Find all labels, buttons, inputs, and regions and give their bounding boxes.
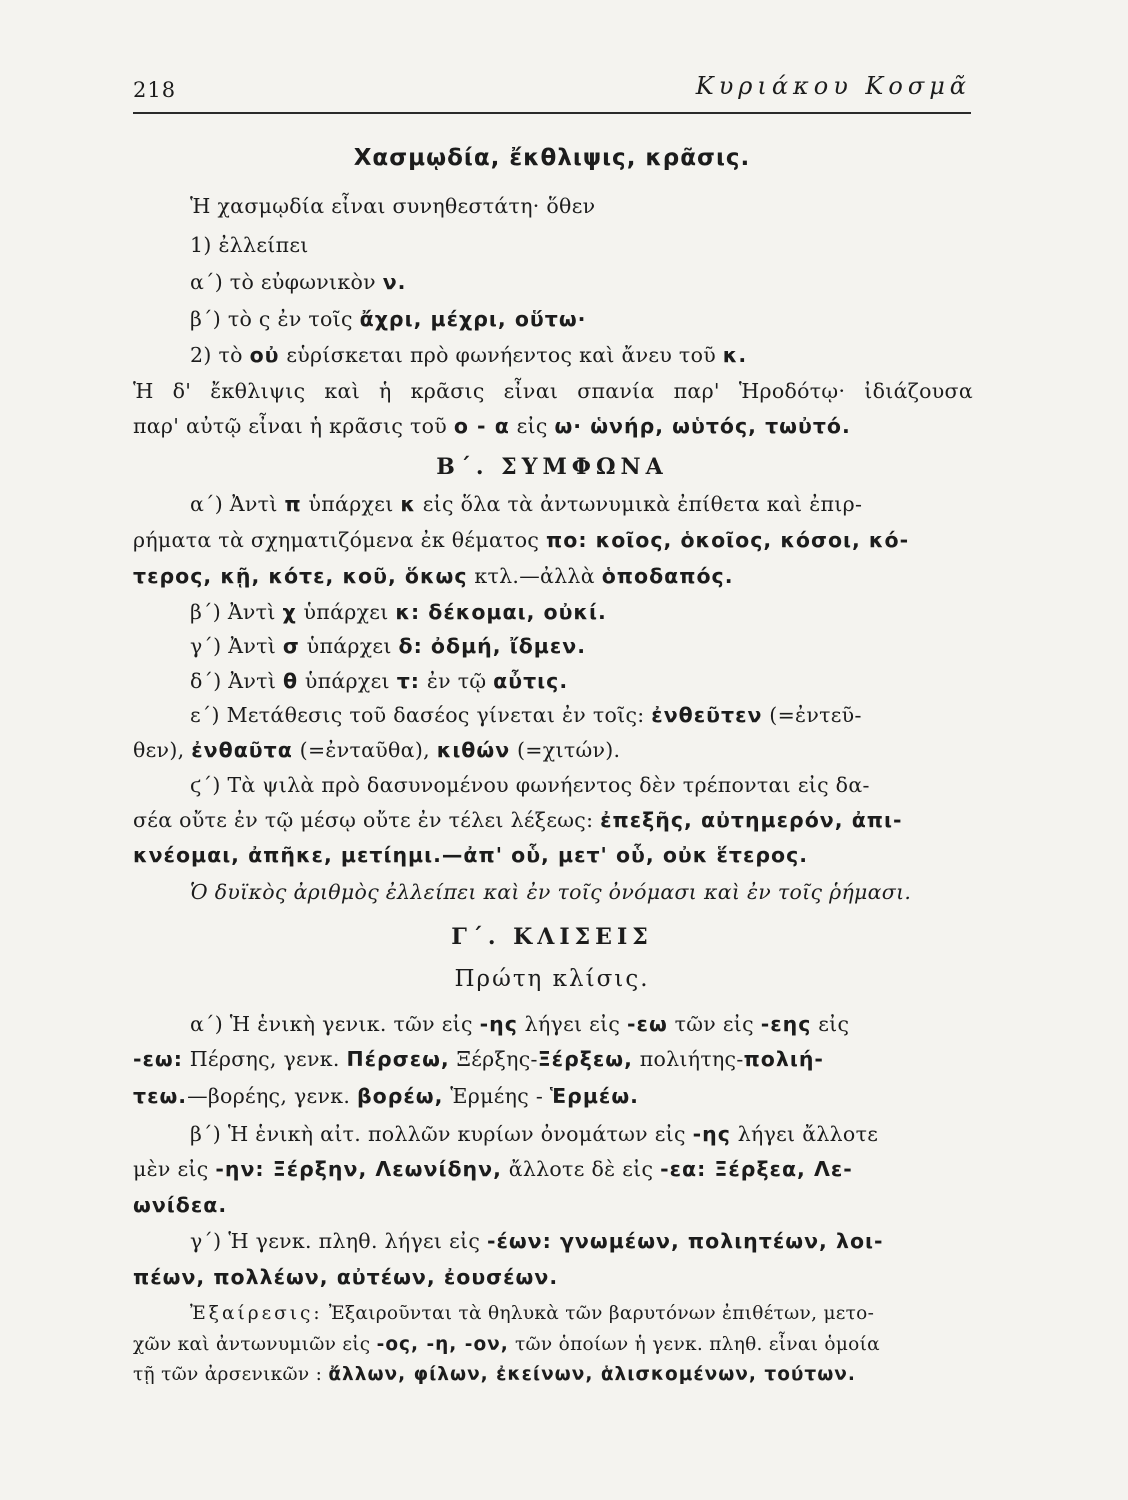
note-line: χῶν καὶ ἀντωνυμιῶν εἰς -ος, -η, -ον, τῶν ὁποίων ἡ γενκ. πληθ. εἶναι ὁμοία bbox=[133, 1334, 880, 1355]
text-line: ωνίδεα. bbox=[133, 1193, 228, 1217]
text-line: ε΄) Μετάθεσις τοῦ δασέος γίνεται ἐν τοῖς: ἐνθεῦτεν (=ἐντεῦ- bbox=[190, 703, 862, 727]
text-line: β΄) Ἀντὶ χ ὑπάρχει κ: δέκομαι, οὐκί. bbox=[190, 600, 607, 624]
text-line: α΄) τὸ εὐφωνικὸν ν. bbox=[190, 270, 407, 294]
text-line: 1) ἐλλείπει bbox=[190, 233, 309, 257]
text-line: Ὁ δυϊκὸς ἀριθμὸς ἐλλείπει καὶ ἐν τοῖς ὀνόμασι καὶ ἐν τοῖς ῥήμασι. bbox=[190, 880, 912, 904]
text-line: πέων, πολλέων, αὐτέων, ἐουσέων. bbox=[133, 1265, 559, 1289]
text-line: θεν), ἐνθαῦτα (=ἐνταῦθα), κιθών (=χιτών). bbox=[133, 738, 621, 762]
section-title-consonants: Β΄. ΣΥΜΦΩΝΑ bbox=[436, 454, 668, 480]
text-line: β΄) Ἡ ἑνικὴ αἰτ. πολλῶν κυρίων ὀνομάτων εἰς -ης λήγει ἄλλοτε bbox=[190, 1122, 879, 1146]
text-line: κνέομαι, ἀπῆκε, μετίημι.—ἀπ' οὗ, μετ' οὗ, οὐκ ἕτερος. bbox=[133, 843, 809, 867]
text-line: 2) τὸ οὐ εὑρίσκεται πρὸ φωνήεντος καὶ ἄνευ τοῦ κ. bbox=[190, 343, 748, 367]
text-line: παρ' αὐτῷ εἶναι ἡ κρᾶσις τοῦ ο - α εἰς ω· ὡνήρ, ωὑτός, τωὐτό. bbox=[133, 414, 851, 438]
running-head: Κυριάκου Κοσμᾶ bbox=[695, 72, 971, 100]
text-line: ϛ΄) Τὰ ψιλὰ πρὸ δασυνομένου φωνήεντος δὲν τρέπονται εἰς δα- bbox=[190, 773, 870, 797]
text-line: -εω: Πέρσης, γενκ. Πέρσεω, Ξέρξης-Ξέρξεω, πολιήτης-πολιή- bbox=[133, 1047, 824, 1071]
text-line: β΄) τὸ ς ἐν τοῖς ἄχρι, μέχρι, οὕτω· bbox=[190, 307, 587, 331]
page-number: 218 bbox=[133, 78, 177, 102]
note-line: Ἐξαίρεσις: Ἐξαιροῦνται τὰ θηλυκὰ τῶν βαρυτόνων ἐπιθέτων, μετο- bbox=[190, 1303, 875, 1324]
text-line: δ΄) Ἀντὶ θ ὑπάρχει τ: ἐν τῷ αὖτις. bbox=[190, 669, 569, 693]
text-line: γ΄) Ἀντὶ σ ὑπάρχει δ: ὀδμή, ἴδμεν. bbox=[190, 634, 587, 658]
text-line: μὲν εἰς -ην: Ξέρξην, Λεωνίδην, ἄλλοτε δὲ εἰς -εα: Ξέρξεα, Λε- bbox=[133, 1157, 853, 1181]
note-line: τῇ τῶν ἀρσενικῶν : ἄλλων, φίλων, ἐκείνων, ἁλισκομένων, τούτων. bbox=[133, 1364, 856, 1385]
text-line: τεω.—βορέης, γενκ. βορέω, Ἑρμέης - Ἑρμέω. bbox=[133, 1084, 639, 1108]
text-line: α΄) Ἀντὶ π ὑπάρχει κ εἰς ὅλα τὰ ἀντωνυμικὰ ἐπίθετα καὶ ἐπιρ- bbox=[190, 492, 863, 516]
text-line: τερος, κῇ, κότε, κοῦ, ὅκως κτλ.—ἀλλὰ ὁποδαπός. bbox=[133, 564, 734, 588]
text-line: σέα οὔτε ἐν τῷ μέσῳ οὔτε ἐν τέλει λέξεως: ἐπεξῆς, αὐτημερόν, ἀπι- bbox=[133, 808, 903, 832]
page-header bbox=[133, 68, 971, 114]
text-line: Ἡ δ' ἔκθλιψις καὶ ἡ κρᾶσις εἶναι σπανία παρ' Ἡροδότῳ· ἰδιάζουσα bbox=[133, 379, 973, 403]
subsection-title-first-declension: Πρώτη κλίσις. bbox=[454, 966, 650, 992]
text-line: ρήματα τὰ σχηματιζόμενα ἐκ θέματος πο: κοῖος, ὁκοῖος, κόσοι, κό- bbox=[133, 528, 910, 552]
text-line: Ἡ χασμῳδία εἶναι συνηθεστάτη· ὅθεν bbox=[190, 194, 596, 218]
text-line: α΄) Ἡ ἑνικὴ γενικ. τῶν εἰς -ης λήγει εἰς -εω τῶν εἰς -εης εἰς bbox=[190, 1012, 850, 1036]
section-title-declensions: Γ΄. ΚΛΙΣΕΙΣ bbox=[451, 924, 653, 950]
section-title-hiatus: Χασμῳδία, ἔκθλιψις, κρᾶσις. bbox=[353, 145, 751, 171]
text-line: γ΄) Ἡ γενκ. πληθ. λήγει εἰς -έων: γνωμέων, πολιητέων, λοι- bbox=[190, 1229, 884, 1253]
